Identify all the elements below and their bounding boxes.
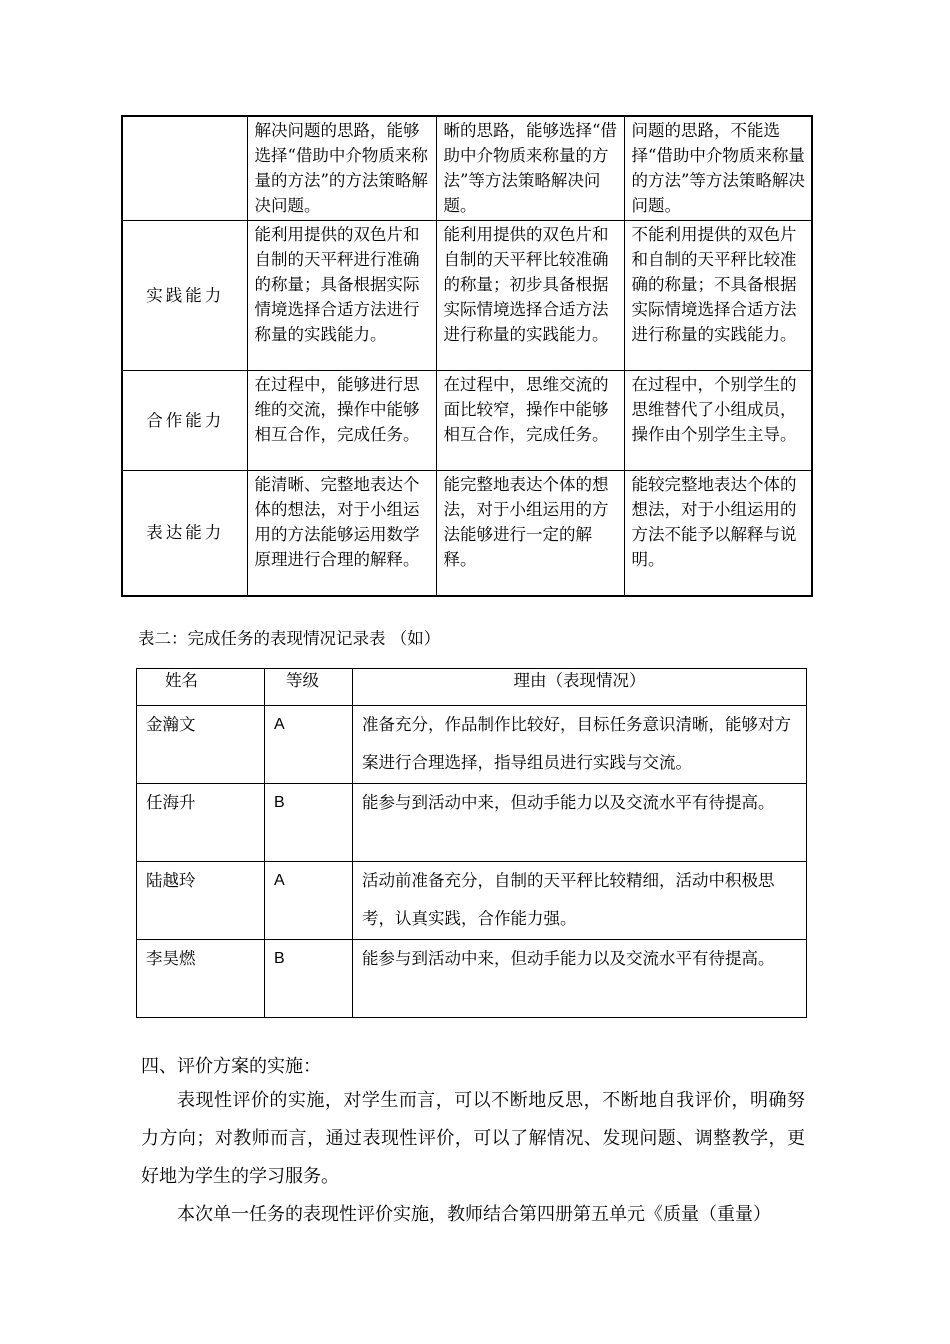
student-grade: B <box>265 784 353 862</box>
rubric-cell: 在过程中，能够进行思维的交流，操作中能够相互合作，完成任务。 <box>247 371 436 471</box>
rubric-row <box>122 116 812 221</box>
rubric-cell: 问题的思路，不能选择“借助中介物质来称量的方法”等方法策略解决问题。 <box>624 116 812 221</box>
table2-caption: 表二：完成任务的表现情况记录表 （如） <box>138 629 441 648</box>
table-row <box>137 940 807 1018</box>
rubric-row-label: 实践能力 <box>122 221 247 371</box>
rubric-row <box>122 471 812 596</box>
header-grade: 等级 <box>265 669 353 706</box>
student-name: 李昊燃 <box>137 940 265 1018</box>
rubric-cell: 解决问题的思路，能够选择“借助中介物质来称量的方法”的方法策略解决问题。 <box>247 116 436 221</box>
student-name: 金瀚文 <box>137 706 265 784</box>
rubric-row-label: 合作能力 <box>122 371 247 471</box>
student-reason: 能参与到活动中来，但动手能力以及交流水平有待提高。 <box>353 940 807 1018</box>
table-row <box>137 784 807 862</box>
student-name: 陆越玲 <box>137 862 265 940</box>
student-grade: A <box>265 706 353 784</box>
student-reason: 活动前准备充分，自制的天平秤比较精细，活动中积极思考，认真实践，合作能力强。 <box>353 862 807 940</box>
rubric-row-label <box>122 116 247 221</box>
paragraph: 本次单一任务的表现性评价实施，教师结合第四册第五单元《质量（重量） <box>177 1204 771 1225</box>
record-table <box>136 668 807 1018</box>
paragraph: 表现性评价的实施，对学生而言，可以不断地反思，不断地自我评价，明确努力方向；对教师而言，通过表现性评价，可以了解情况、发现问题、调整教学，更好地为学生的学习服务。 <box>141 1090 805 1187</box>
header-name: 姓名 <box>137 669 265 706</box>
rubric-cell: 能清晰、完整地表达个体的想法，对于小组运用的方法能够运用数学原理进行合理的解释。 <box>247 471 436 596</box>
table-row <box>137 862 807 940</box>
section-heading: 四、评价方案的实施： <box>141 1056 321 1077</box>
student-reason: 准备充分，作品制作比较好，目标任务意识清晰，能够对方案进行合理选择，指导组员进行实践与交流。 <box>353 706 807 784</box>
header-reason: 理由（表现情况） <box>353 669 807 706</box>
student-reason: 能参与到活动中来，但动手能力以及交流水平有待提高。 <box>353 784 807 862</box>
student-grade: B <box>265 940 353 1018</box>
rubric-cell: 能较完整地表达个体的想法，对于小组运用的方法不能予以解释与说明。 <box>624 471 812 596</box>
table-row <box>137 706 807 784</box>
rubric-cell: 不能利用提供的双色片和自制的天平秤比较准确的称量；不具备根据实际情境选择合适方法进行称量的实践能力。 <box>624 221 812 371</box>
rubric-row-label: 表达能力 <box>122 471 247 596</box>
rubric-row <box>122 221 812 371</box>
student-name: 任海升 <box>137 784 265 862</box>
rubric-row <box>122 371 812 471</box>
rubric-cell: 能利用提供的双色片和自制的天平秤比较准确的称量；初步具备根据实际情境选择合适方法进行称量的实践能力。 <box>436 221 624 371</box>
rubric-cell: 能利用提供的双色片和自制的天平秤进行准确的称量；具备根据实际情境选择合适方法进行称量的实践能力。 <box>247 221 436 371</box>
record-header-row <box>137 669 807 706</box>
rubric-cell: 在过程中，个别学生的思维替代了小组成员，操作由个别学生主导。 <box>624 371 812 471</box>
rubric-table <box>121 115 813 597</box>
student-grade: A <box>265 862 353 940</box>
rubric-cell: 晰的思路，能够选择“借助中介物质来称量的方法”等方法策略解决问题。 <box>436 116 624 221</box>
rubric-cell: 能完整地表达个体的想法，对于小组运用的方法能够进行一定的解释。 <box>436 471 624 596</box>
rubric-cell: 在过程中，思维交流的面比较窄，操作中能够相互合作，完成任务。 <box>436 371 624 471</box>
